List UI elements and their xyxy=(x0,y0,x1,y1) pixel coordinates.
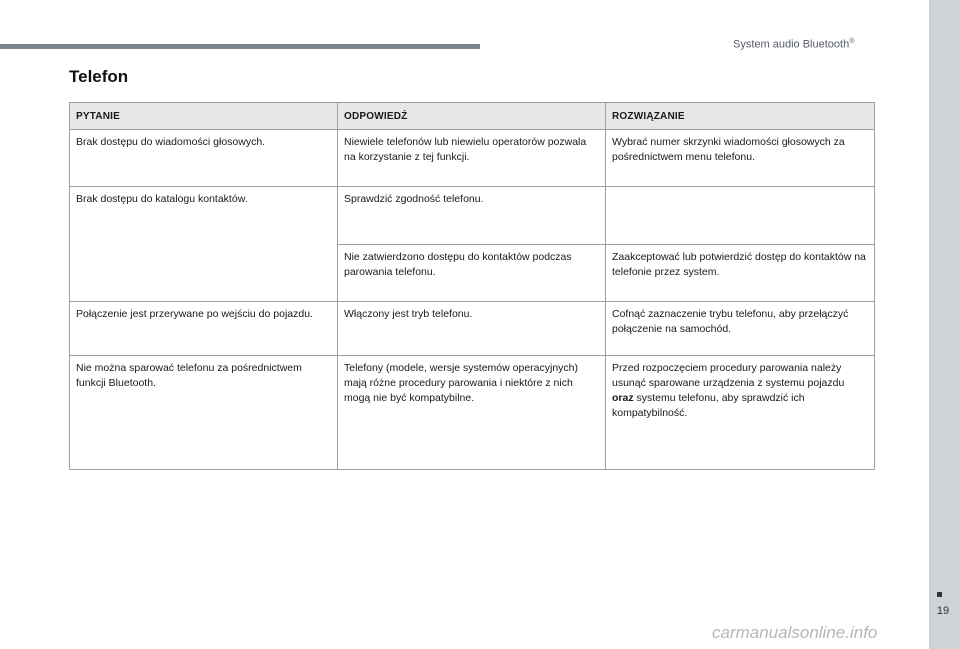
answer-cell: Włączony jest tryb telefonu. xyxy=(338,302,606,356)
question-cell: Połączenie jest przerywane po wejściu do pojazdu. xyxy=(70,302,338,356)
solution-text-before: Przed rozpoczęciem procedury parowania należy usunąć sparowane urządzenia z systemu pojazdu xyxy=(612,362,845,389)
side-strip xyxy=(929,0,960,649)
question-cell: Brak dostępu do wiadomości głosowych. xyxy=(70,130,338,187)
section-header-text: System audio Bluetooth xyxy=(733,38,850,51)
solution-cell xyxy=(606,356,875,470)
solution-text-bold: oraz xyxy=(612,392,634,404)
table-row xyxy=(70,187,875,245)
question-cell: Brak dostępu do katalogu kontaktów. xyxy=(70,187,338,302)
answer-cell: Nie zatwierdzono dostępu do kontaktów podczas parowania telefonu. xyxy=(338,245,606,302)
page-marker-icon xyxy=(937,592,942,597)
table-row xyxy=(70,130,875,187)
answer-cell: Niewiele telefonów lub niewielu operatorów pozwala na korzystanie z tej funkcji. xyxy=(338,130,606,187)
column-header-question: PYTANIE xyxy=(70,103,338,130)
page-title: Telefon xyxy=(69,67,129,86)
header-rule xyxy=(0,44,480,49)
page-number: 19 xyxy=(936,605,950,617)
table-header-row xyxy=(70,103,875,130)
troubleshooting-table xyxy=(69,102,875,470)
solution-cell: Wybrać numer skrzynki wiadomości głosowych za pośrednictwem menu telefonu. xyxy=(606,130,875,187)
table-row xyxy=(70,302,875,356)
answer-cell: Telefony (modele, wersje systemów operacyjnych) mają różne procedury parowania i niektóre z nich mogą nie być kompatybilne. xyxy=(338,356,606,470)
column-header-solution: ROZWIĄZANIE xyxy=(606,103,875,130)
table-row xyxy=(70,356,875,470)
registered-mark: ® xyxy=(849,38,855,45)
solution-cell: Zaakceptować lub potwierdzić dostęp do kontaktów na telefonie przez system. xyxy=(606,245,875,302)
question-cell: Nie można sparować telefonu za pośrednictwem funkcji Bluetooth. xyxy=(70,356,338,470)
solution-text-after: systemu telefonu, aby sprawdzić ich kompatybilność. xyxy=(612,392,805,419)
section-header xyxy=(733,38,923,51)
solution-cell: Cofnąć zaznaczenie trybu telefonu, aby przełączyć połączenie na samochód. xyxy=(606,302,875,356)
column-header-answer: ODPOWIEDŹ xyxy=(338,103,606,130)
answer-cell: Sprawdzić zgodność telefonu. xyxy=(338,187,606,245)
watermark: carmanualsonline.info xyxy=(712,623,878,642)
solution-cell xyxy=(606,187,875,245)
